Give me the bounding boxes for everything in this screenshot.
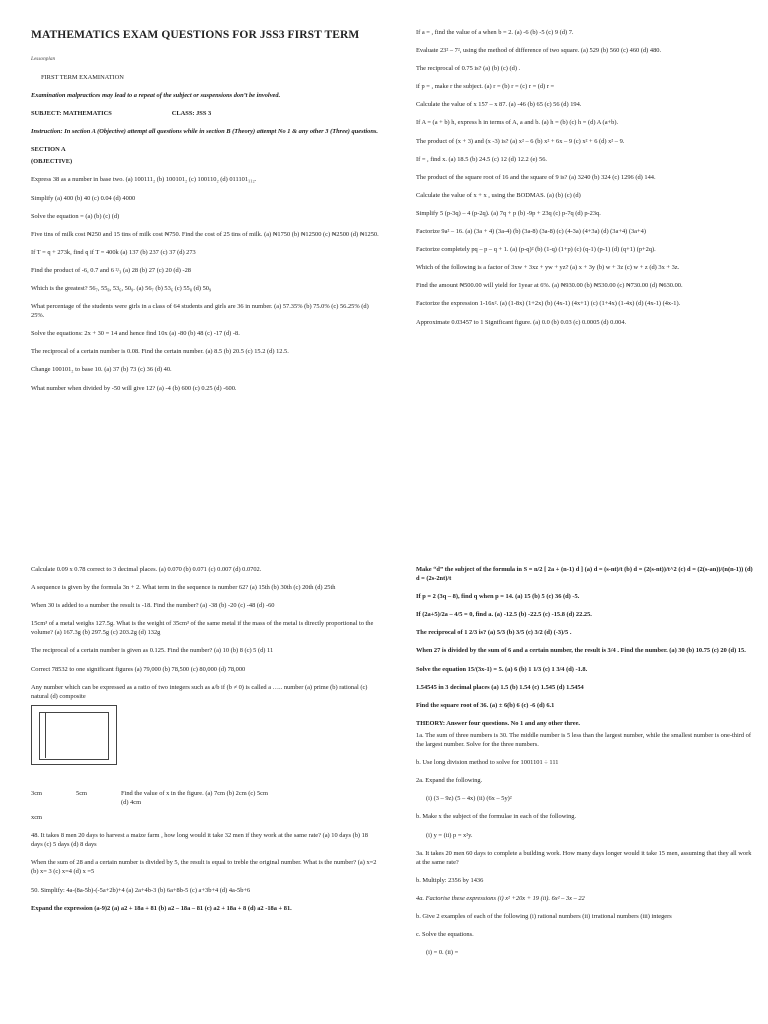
- question: Factorize the expression 1-16x². (a) (1-8x) (1+2x) (b) (4x-1) (4x+1) (c) (1+4x) (1-4x) (d) (4x-1) (4x-1).: [416, 300, 681, 308]
- question: The reciprocal of 0.75 is? (a) (b) (c) (d) .: [416, 65, 521, 73]
- objective-heading: (OBJECTIVE): [31, 158, 73, 166]
- figure-question-row: [31, 789, 381, 807]
- quadrant-top-left: [31, 28, 381, 402]
- question: Make “d” the subject of the formula in S = n/2 [ 2a + (n-1) d ] (a) d = (s-nt)/t (b) d = (2(s-nt))/t^2 (c) d = (2(s-an))/(n(n-1)) (d) d = (2s-2nt)/t: [416, 566, 753, 583]
- figure-label-3cm: 3cm: [31, 789, 43, 797]
- question: If T = q + 273k, find q if T = 400k (a) 137 (b) 237 (c) 37 (d) 273: [31, 248, 196, 256]
- theory-item: 1a. The sum of three numbers is 30. The middle number is 5 less than the largest number, while the smallest number is one-third of the largest number. Solve for the three numbers.: [416, 731, 752, 749]
- question: Approximate 0.03457 to 1 Significant figure. (a) 0.0 (b) 0.03 (c) 0.0005 (d) 0.004.: [416, 318, 627, 326]
- question: 1.54545 in 3 decimal places (a) 1.5 (b) 1.54 (c) 1.545 (d) 1.5454: [416, 683, 584, 691]
- question: Find the product of -6, 0.7 and 6 ²/₃ (a) 28 (b) 27 (c) 20 (d) -28: [31, 266, 191, 274]
- question: The reciprocal of a certain number is given as 0.125. Find the number? (a) 10 (b) 8 (c) 5 (d) 11: [31, 647, 274, 655]
- question: 15cm³ of a metal weighs 127.5g. What is the weight of 35cm³ of the same metal if the mass of the metal is directly proportional to the volume? (a) 167.3g (b) 297.5g (c) 203.2g (d) 132g: [31, 620, 374, 637]
- question: Simplify 5 (p-3q) – 4 (p-2q). (a) 7q + p (b) -9p + 23q (c) p-7q (d) p-23q.: [416, 209, 601, 217]
- question: Find the amount ₦500.00 will yield for 1year at 6%. (a) ₦930.00 (b) ₦530.00 (c) ₦730.00 (d) ₦630.00.: [416, 282, 683, 290]
- theory-item: b. Make x the subject of the formulae in each of the following.: [416, 813, 577, 821]
- figure-side-strip: [39, 712, 46, 758]
- theory-item: (i) (3 – 9z) (5 – 4x) (ii) (6x – 5y)²: [426, 795, 512, 803]
- question: Expand the expression (a-9)2 (a) a2 + 18a + 81 (b) a2 – 18a – 81 (c) a2 + 18a + 8 (d) a2 -18a + 81.: [31, 904, 292, 912]
- instruction: Instruction: In section A (Objective) attempt all questions while in section B (Theory) attempt No 1 & any other 3 (Three) questions.: [31, 128, 378, 136]
- figure-inner-rectangle: [39, 712, 109, 760]
- theory-item: 2a. Expand the following.: [416, 777, 483, 785]
- theory-heading: THEORY: Answer four questions. No 1 and any other three.: [416, 719, 580, 727]
- question: The reciprocal of a certain number is 0.08. Find the certain number. (a) 8.5 (b) 20.5 (c) 15.2 (d) 12.5.: [31, 348, 289, 356]
- question: Simplify (a) 400 (b) 40 (c) 0.04 (d) 4000: [31, 194, 136, 202]
- theory-item: (i) y = (ii) p = x²y.: [426, 831, 473, 839]
- theory-item: 4a. Factorise these expressions (i) x² +20x + 19 (ii). 6x² – 3x – 22: [416, 894, 585, 902]
- question: What number when divided by -50 will give 12? (a) -4 (b) 600 (c) 0.25 (d) -600.: [31, 384, 237, 392]
- subject-class-row: [31, 109, 381, 118]
- figure-label-x: xcm: [31, 814, 43, 822]
- question: 48. It takes 8 men 20 days to harvest a maize farm , how long would it take 32 men if they work at the same rate? (a) 10 days (b) 18 days (c) 5 days (d) 8 days: [31, 832, 369, 849]
- question: if p = , make r the subject. (a) r = (b) r = (c) r = (d) r =: [416, 83, 555, 91]
- document-title: MATHEMATICS EXAM QUESTIONS FOR JSS3 FIRST TERM: [31, 29, 360, 41]
- class-label: CLASS: JSS 3: [171, 110, 212, 118]
- question: Five tins of milk cost ₦250 and 15 tins of milk cost ₦750. Find the cost of 25 tins of milk. (a) ₦1750 (b) ₦12500 (c) ₦2500 (d) ₦1250.: [31, 230, 379, 238]
- question: Find the square root of 36. (a) ± 6(b) 6 (c) -6 (d) 6.1: [416, 701, 555, 709]
- question: A sequence is given by the formula 3n + 2. What term in the sequence is number 62? (a) 15th (b) 30th (c) 20th (d) 25th: [31, 584, 336, 592]
- question: Any number which can be expressed as a ratio of two integers such as a/b if (b ≠ 0) is called a ….. number (a) prime (b) rational (c) natural (d) composite: [31, 683, 368, 700]
- question: Calculate the value of x + x , using the BODMAS. (a) (b) (c) (d): [416, 191, 581, 199]
- question: When 30 is added to a number the result is -18. Find the number? (a) -38 (b) -20 (c) -48 (d) -60: [31, 602, 275, 610]
- question: When the sum of 28 and a certain number is divided by 5, the result is equal to treble the original number. What is the number? (a) x=2 (b) x= 3 (c) x=4 (d) x =5: [31, 859, 377, 876]
- figure-question: [121, 789, 268, 807]
- question: 50. Simplify: 4a-(8a-5b)-(-5a+2b)+4 (a) 2a+4b-3 (b) 6a+8b-5 (c) a+3b+4 (d) 4a-5b+6: [31, 886, 251, 894]
- question: Factorize completely pq – p – q + 1. (a) (p-q)² (b) (1-q) (1+p) (c) (q-1) (p-1) (d) (q+1) (p+2q).: [416, 246, 656, 254]
- malpractice-warning: Examination malpractices may lead to a repeat of the subject or suspensions don’t be involved.: [31, 91, 281, 99]
- question: Express 38 as a number in base two. (a) 100111₂ (b) 100101₂ (c) 100110₂ (d) 011101₁₁₂.: [31, 176, 257, 184]
- quadrant-top-right: [416, 28, 756, 336]
- figure-option-d: (d) 4cm: [121, 798, 142, 806]
- question: Change 100101₂ to base 10. (a) 37 (b) 73 (c) 36 (d) 40.: [31, 366, 172, 374]
- question: If p = 2 (3q – 8), find q when p = 14. (a) 15 (b) 5 (c) 36 (d) -5.: [416, 593, 580, 601]
- question: Evaluate 23² – 7², using the method of difference of two square. (a) 529 (b) 560 (c) 460 (d) 480.: [416, 47, 662, 55]
- question: Factorize 9a² – 16. (a) (3a + 4) (3a-4) (b) (3a-8) (3a-8) (c) (4-3a) (4+3a) (d) (3a+4) (3a+4): [416, 228, 646, 236]
- question: The product of the square root of 16 and the square of 9 is? (a) 3240 (b) 324 (c) 1296 (d) 144.: [416, 173, 656, 181]
- section-heading: SECTION A: [31, 146, 66, 154]
- figure-label-5cm: 5cm: [76, 789, 88, 797]
- quadrant-bottom-left: [31, 565, 381, 922]
- theory-item: c. Solve the equations.: [416, 931, 474, 939]
- question: Correct 78532 to one significant figures (a) 79,000 (b) 78,500 (c) 80,000 (d) 78,000: [31, 665, 246, 673]
- rectangle-figure: [31, 705, 117, 765]
- question: The product of (x + 3) and (x -3) is? (a) x² – 6 (b) x² + 6x – 9 (c) x² + 6 (d) x² – 9.: [416, 137, 625, 145]
- question: Calculate 0.09 x 0.78 correct to 3 decimal places. (a) 0.070 (b) 0.071 (c) 0.007 (d) 0.0702.: [31, 566, 262, 573]
- question: If A = (a + b) h, express h in terms of A, a and b. (a) h = (b) (c) h = (d) A (a+b).: [416, 119, 619, 127]
- quadrant-bottom-right: [416, 565, 756, 966]
- question: Solve the equation 15/(3x-1) = 5. (a) 6 (b) 1 1/3 (c) 1 3/4 (d) -1.8.: [416, 665, 588, 673]
- theory-item: b. Give 2 examples of each of the following (i) rational numbers (ii) irrational numbers (iii) integers: [416, 912, 672, 920]
- question: If a = , find the value of a when b = 2. (a) -6 (b) -5 (c) 9 (d) 7.: [416, 29, 574, 36]
- question: The reciprocal of 1 2/3 is? (a) 5/3 (b) 3/5 (c) 3/2 (d) (-3)/5 .: [416, 629, 572, 637]
- question: If (2a+5)/2a – 4/5 = 0, find a. (a) -12.5 (b) -22.5 (c) -15.8 (d) 22.25.: [416, 611, 592, 619]
- theory-item: b. Multiply: 2356 by 1436: [416, 876, 484, 884]
- question: Solve the equations: 2x + 30 = 14 and hence find 10x (a) -80 (b) 48 (c) -17 (d) -8.: [31, 330, 240, 338]
- question: Which is the greatest? 56₇, 55₈, 53₆, 50₉. (a) 56₇ (b) 53₆ (c) 55₈ (d) 50₉: [31, 285, 212, 293]
- theory-item: (i) = 0. (ii) =: [426, 949, 459, 957]
- exam-heading: FIRST TERM EXAMINATION: [41, 73, 124, 81]
- question: What percentage of the students were girls in a class of 64 students and girls are 36 in number. (a) 57.35% (b) 75.0% (c) 56.25% (d) 25%.: [31, 303, 369, 320]
- subject-label: SUBJECT: MATHEMATICS: [31, 110, 112, 118]
- question: Which of the following is a factor of 3xw + 3xz + yw + yz? (a) x + 3y (b) w + 3z (c) w + z (d) 3x + 3z.: [416, 264, 680, 272]
- question: Solve the equation = (a) (b) (c) (d): [31, 212, 120, 220]
- question: When 27 is divided by the sum of 6 and a certain number, the result is 3/4 . Find the number. (a) 30 (b) 10.75 (c) 20 (d) 15.: [416, 647, 746, 655]
- theory-item: b. Use long division method to solve for 1001101 ÷ 111: [416, 759, 559, 767]
- question: If = , find x. (a) 18.5 (b) 24.5 (c) 12 (d) 12.2 (e) 56.: [416, 155, 548, 163]
- figure-question-text: Find the value of x in the figure. (a) 7cm (b) 2cm (c) 5cm: [121, 789, 268, 797]
- site-tag: Lessonplan: [31, 56, 56, 63]
- question: Calculate the value of x 157 – x 87. (a) -46 (b) 65 (c) 56 (d) 194.: [416, 101, 582, 109]
- theory-item: 3a. It takes 20 men 60 days to complete a building work. How many days longer would it take 15 men, assuming that they all work at the same rate?: [416, 849, 752, 866]
